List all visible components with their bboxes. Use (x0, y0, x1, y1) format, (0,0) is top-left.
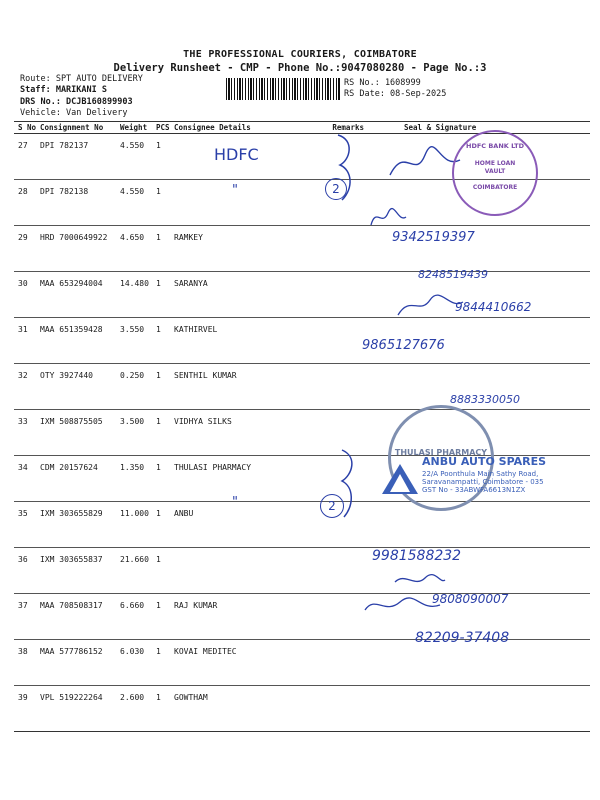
cell-pcs: 1 (152, 318, 170, 364)
cell-consignee: SENTHIL KUMAR (170, 364, 316, 410)
cell-consignment: IXM 303655829 (36, 502, 116, 548)
table-row (14, 686, 590, 732)
anbu-stamp (384, 455, 554, 494)
cell-sno: 37 (14, 594, 36, 640)
circled-two-a: 2 (325, 178, 347, 200)
cell-weight: 6.660 (116, 594, 152, 640)
cell-consignee: RAMKEY (170, 226, 316, 272)
handwritten-ditto-28: " (232, 183, 238, 198)
handwritten-ditto-36: " (232, 495, 238, 510)
cell-weight: 3.500 (116, 410, 152, 456)
col-consignment: Consignment No (36, 122, 116, 134)
cell-weight: 4.550 (116, 134, 152, 180)
cell-remarks (316, 272, 364, 318)
cell-consignment: MAA 651359428 (36, 318, 116, 364)
cell-consignee (170, 180, 316, 226)
cell-consignment: OTY 3927440 (36, 364, 116, 410)
runsheet-subtitle: Delivery Runsheet - CMP - Phone No.:9047080280 - Page No.:3 (113, 62, 487, 74)
cell-seal (364, 686, 590, 732)
rs-number: RS No.: 1608999 (344, 78, 421, 88)
cell-weight: 4.550 (116, 180, 152, 226)
table-row (14, 318, 590, 364)
signature-29 (368, 205, 408, 230)
col-consignee: Consignee Details (170, 122, 316, 134)
cell-pcs: 1 (152, 134, 170, 180)
cell-consignment: CDM 20157624 (36, 456, 116, 502)
barcode (226, 78, 340, 100)
page-title: THE PROFESSIONAL COURIERS, COIMBATORE (183, 49, 417, 60)
cell-consignee: KOVAI MEDITEC (170, 640, 316, 686)
staff-label: Staff: MARIKANI S (20, 85, 107, 95)
cell-sno: 31 (14, 318, 36, 364)
cell-sno: 30 (14, 272, 36, 318)
cell-remarks (316, 318, 364, 364)
cell-sno: 27 (14, 134, 36, 180)
rs-date: RS Date: 08-Sep-2025 (344, 89, 447, 99)
cell-weight: 1.350 (116, 456, 152, 502)
rs-info (344, 78, 446, 100)
handwritten-hdfc: HDFC (214, 145, 259, 164)
cell-pcs: 1 (152, 226, 170, 272)
col-weight: Weight (116, 122, 152, 134)
circled-two-b: 2 (320, 494, 344, 518)
cell-sno: 34 (14, 456, 36, 502)
cell-remarks (316, 364, 364, 410)
cell-weight: 14.480 (116, 272, 152, 318)
cell-pcs: 1 (152, 502, 170, 548)
cell-pcs: 1 (152, 640, 170, 686)
cell-consignee: THULASI PHARMACY (170, 456, 316, 502)
bank-stamp-name: HDFC BANK LTD (466, 142, 524, 150)
cell-sno: 39 (14, 686, 36, 732)
cell-consignment: VPL 519222264 (36, 686, 116, 732)
cell-remarks (316, 640, 364, 686)
col-pcs: PCS (152, 122, 170, 134)
cell-sno: 35 (14, 502, 36, 548)
phone-row-31: 9844410662 (455, 300, 532, 314)
cell-consignment: MAA 577786152 (36, 640, 116, 686)
cell-pcs: 1 (152, 180, 170, 226)
bank-stamp (452, 130, 538, 216)
route-label: Route: SPT AUTO DELIVERY (20, 74, 143, 84)
phone-row-39: 82209-37408 (415, 630, 510, 646)
table-row (14, 410, 590, 456)
cell-consignee: VIDHYA SILKS (170, 410, 316, 456)
cell-weight: 6.030 (116, 640, 152, 686)
col-sno: S No (14, 122, 36, 134)
cell-pcs: 1 (152, 456, 170, 502)
cell-consignment: IXM 508875505 (36, 410, 116, 456)
cell-consignee: GOWTHAM (170, 686, 316, 732)
cell-weight: 11.000 (116, 502, 152, 548)
cell-consignment: DPI 782138 (36, 180, 116, 226)
cell-pcs: 1 (152, 548, 170, 594)
cell-consignment: HRD 7000649922 (36, 226, 116, 272)
cell-pcs: 1 (152, 410, 170, 456)
table-row (14, 640, 590, 686)
cell-consignee: KATHIRVEL (170, 318, 316, 364)
table-row (14, 548, 590, 594)
cell-pcs: 1 (152, 594, 170, 640)
col-remarks: Remarks (316, 122, 364, 134)
bank-stamp-city: COIMBATORE (472, 184, 518, 191)
anbu-stamp-gst: GST No - 33ABWFA6613N1ZX (422, 486, 526, 494)
phone-row-33: 8883330050 (450, 393, 520, 406)
cell-consignee: RAJ KUMAR (170, 594, 316, 640)
cell-sno: 38 (14, 640, 36, 686)
cell-consignment: MAA 653294004 (36, 272, 116, 318)
pharmacy-stamp-name: THULASI PHARMACY (394, 448, 488, 457)
cell-consignment: IXM 303655837 (36, 548, 116, 594)
table-row (14, 226, 590, 272)
cell-sno: 28 (14, 180, 36, 226)
cell-seal (364, 502, 590, 548)
cell-weight: 3.550 (116, 318, 152, 364)
cell-remarks (316, 686, 364, 732)
phone-row-37: 9981588232 (372, 548, 462, 564)
cell-remarks (316, 226, 364, 272)
cell-sno: 36 (14, 548, 36, 594)
cell-consignee (170, 548, 316, 594)
cell-pcs: 1 (152, 364, 170, 410)
cell-pcs: 1 (152, 686, 170, 732)
bracket-mark-27-28 (320, 130, 370, 210)
phone-row-38: 9808090007 (432, 592, 509, 606)
cell-weight: 21.660 (116, 548, 152, 594)
anbu-stamp-addr1: 22/A Poonthula Main Sathy Road, (422, 470, 539, 478)
cell-weight: 0.250 (116, 364, 152, 410)
anbu-stamp-addr2: Saravanampatti, Coimbatore - 035 (422, 478, 544, 486)
table-row (14, 502, 590, 548)
cell-weight: 4.650 (116, 226, 152, 272)
cell-remarks (316, 594, 364, 640)
cell-seal (364, 640, 590, 686)
anbu-stamp-name: ANBU AUTO SPARES (422, 455, 547, 468)
cell-consignee: SARANYA (170, 272, 316, 318)
bank-stamp-sub: HOME LOAN VAULT (474, 160, 516, 175)
drs-label: DRS No.: DCJB160899903 (20, 97, 133, 107)
phone-row-30: 8248519439 (418, 268, 488, 281)
cell-sno: 32 (14, 364, 36, 410)
vehicle-label: Vehicle: Van Delivery (20, 108, 128, 118)
cell-weight: 2.600 (116, 686, 152, 732)
phone-row-32: 9865127676 (362, 338, 445, 353)
phone-row-29: 9342519397 (392, 230, 475, 245)
col-seal: Seal & Signature (364, 122, 590, 134)
cell-pcs: 1 (152, 272, 170, 318)
cell-remarks (316, 548, 364, 594)
cell-sno: 33 (14, 410, 36, 456)
cell-consignment: MAA 708508317 (36, 594, 116, 640)
cell-consignee: ANBU (170, 502, 316, 548)
cell-consignment: DPI 782137 (36, 134, 116, 180)
cell-sno: 29 (14, 226, 36, 272)
